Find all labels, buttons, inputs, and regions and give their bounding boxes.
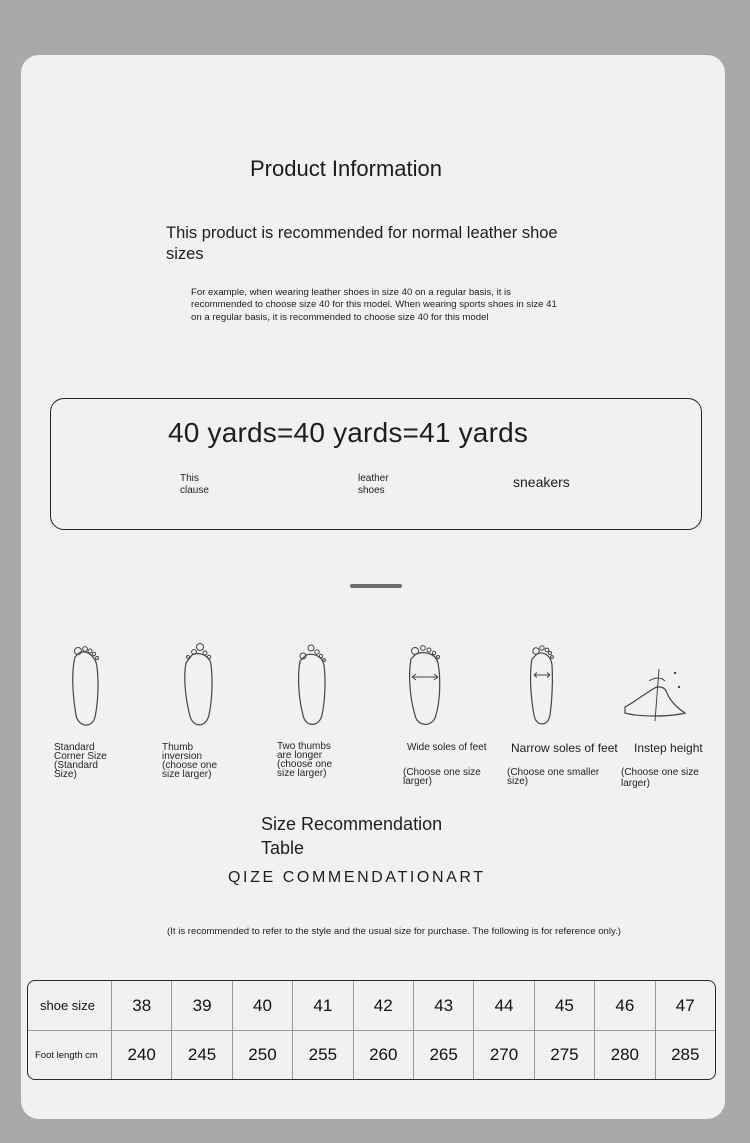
foot-type-wide-sole-label: Wide soles of feet (407, 742, 487, 753)
brand-name: QIZE COMMENDATIONART (228, 869, 486, 886)
foot-type-narrow-sole-label: Narrow soles of feet (511, 741, 618, 755)
foot-length-cell: 280 (594, 1031, 654, 1079)
foot-length-cell: 240 (111, 1031, 171, 1079)
foot-type-narrow-sole-advice: (Choose one smaller size) (507, 767, 600, 787)
label-leather-shoes: leather shoes (358, 473, 389, 496)
shoe-size-cell: 39 (171, 981, 231, 1031)
row-label-foot-length: Foot length cm (35, 1049, 98, 1061)
foot-type-standard-label: Standard Corner Size (Standard Size) (54, 742, 107, 780)
label-this-clause: This clause (180, 473, 209, 496)
foot-narrow-sole-icon (521, 643, 565, 733)
foot-two-thumbs-icon (291, 643, 335, 733)
section-divider (350, 584, 402, 588)
foot-length-cell: 275 (534, 1031, 594, 1079)
shoe-size-cell: 43 (413, 981, 473, 1031)
size-recommendation-title: Size Recommendation Table (261, 814, 443, 858)
row-label-shoe-size: shoe size (28, 981, 111, 1031)
foot-length-cell: 245 (171, 1031, 231, 1079)
table-row-shoe-size (28, 981, 715, 1031)
shoe-size-cell: 41 (292, 981, 352, 1031)
foot-type-wide-sole-advice: (Choose one size larger) (403, 767, 481, 787)
foot-wide-sole-icon (404, 643, 448, 733)
shoe-size-cell: 45 (534, 981, 594, 1031)
foot-standard-icon (65, 643, 109, 733)
shoe-size-cell: 47 (655, 981, 715, 1031)
shoe-size-cell: 38 (111, 981, 171, 1031)
foot-type-thumb-inversion-label: Thumb inversion (choose one size larger) (162, 742, 218, 780)
label-sneakers: sneakers (513, 474, 570, 490)
shoe-size-cell: 44 (473, 981, 533, 1031)
foot-type-instep-height-label: Instep height (634, 741, 703, 755)
recommendation-text: This product is recommended for normal leather shoe sizes (166, 224, 558, 263)
shoe-size-cell: 42 (353, 981, 413, 1031)
product-info-card (21, 55, 725, 1119)
table-row-foot-length (28, 1031, 715, 1079)
foot-length-cell: 250 (232, 1031, 292, 1079)
size-table (27, 980, 716, 1080)
foot-instep-height-icon (619, 663, 689, 727)
foot-length-cell: 270 (473, 1031, 533, 1079)
foot-length-cell: 255 (292, 1031, 352, 1079)
reference-note: (It is recommended to refer to the style and the usual size for purchase. The following is for reference only.) (167, 926, 621, 937)
example-text: For example, when wearing leather shoes in size 40 on a regular basis, it is recommended to choose size 40 for this model. When wearing sports shoes in size 41 on a regular basis, it is recommended to choose size 40 for this model (191, 287, 557, 323)
foot-length-cell: 285 (655, 1031, 715, 1079)
foot-length-cell: 265 (413, 1031, 473, 1079)
page-title: Product Information (250, 156, 442, 181)
foot-type-instep-height-advice: (Choose one size larger) (621, 767, 699, 789)
foot-length-cell: 260 (353, 1031, 413, 1079)
size-equation: 40 yards=40 yards=41 yards (168, 417, 529, 448)
foot-thumb-inversion-icon (178, 643, 222, 733)
shoe-size-cell: 46 (594, 981, 654, 1031)
foot-type-two-thumbs-label: Two thumbs are longer (choose one size larger) (277, 741, 333, 779)
shoe-size-cell: 40 (232, 981, 292, 1031)
